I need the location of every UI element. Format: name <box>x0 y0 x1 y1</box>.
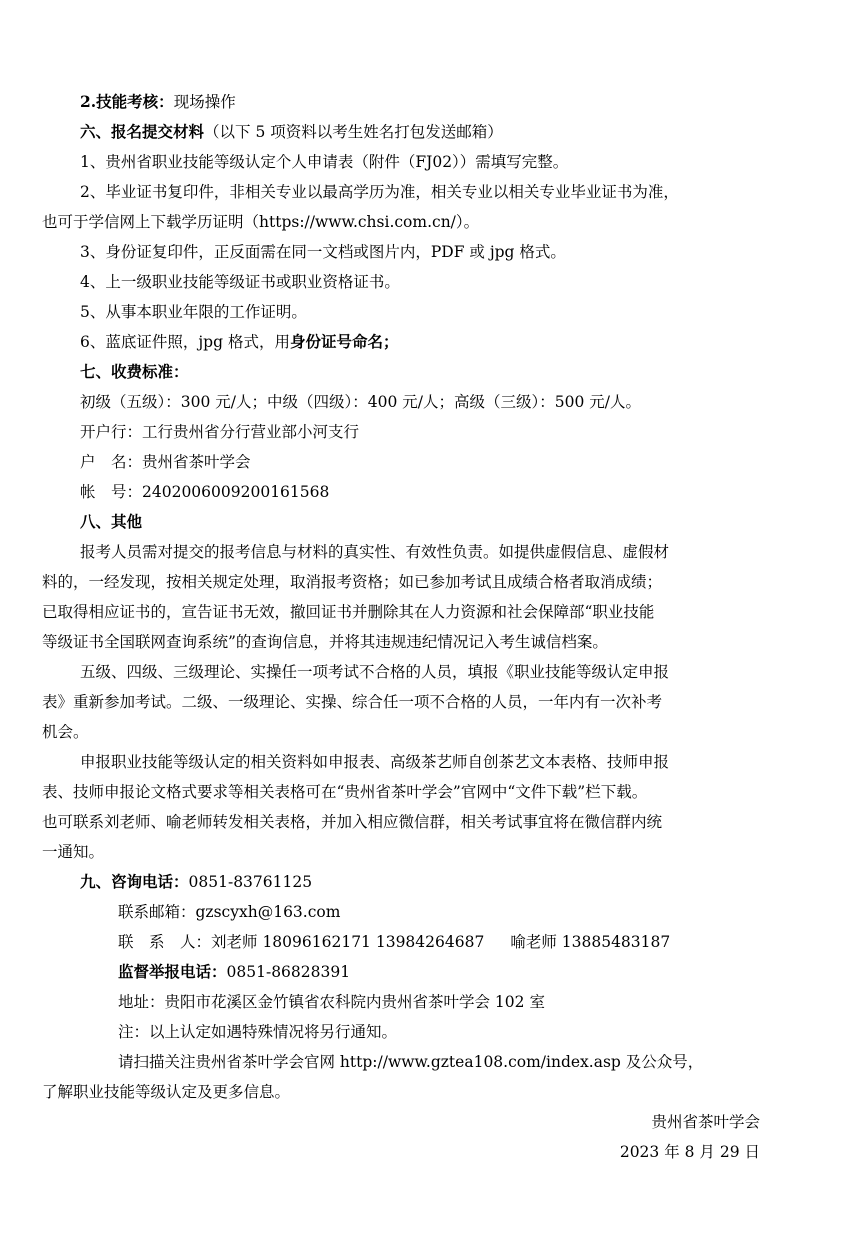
paragraph-line: 料的，一经发现，按相关规定处理，取消报考资格；如已参加考试且成绩合格者取消成绩； <box>42 573 663 591</box>
list-item: 6、蓝底证件照，jpg 格式，用身份证号命名； <box>80 332 399 351</box>
list-item: 3、身份证复印件，正反面需在同一文档或图片内，PDF 或 jpg 格式。 <box>80 243 566 261</box>
paragraph-line: 已取得相应证书的，宣告证书无效，撤回证书并删除其在人力资源和社会保障部“职业技能 <box>42 603 655 621</box>
paragraph-line: 报考人员需对提交的报考信息与材料的真实性、有效性负责。如提供虚假信息、虚假材 <box>80 543 670 561</box>
bank-line: 开户行：工行贵州省分行营业部小河支行 <box>80 423 360 441</box>
paragraph-line: 表》重新参加考试。二级、一级理论、实操、综合任一项不合格的人员，一年内有一次补考 <box>42 693 663 711</box>
list-item: 2、毕业证书复印件，非相关专业以最高学历为准，相关专业以相关专业毕业证书为准， <box>80 183 679 201</box>
list-item: 5、从事本职业年限的工作证明。 <box>80 303 307 321</box>
section-heading: 八、其他 <box>80 512 143 531</box>
note-line: 注：以上认定如遇特殊情况将另行通知。 <box>118 1023 398 1041</box>
supervise-line: 监督举报电话：0851-86828391 <box>118 962 351 981</box>
paragraph-line: 申报职业技能等级认定的相关资料如申报表、高级茶艺师自创茶艺文本表格、技师申报 <box>80 753 670 771</box>
list-item: 4、上一级职业技能等级证书或职业资格证书。 <box>80 273 400 291</box>
follow-line-continuation: 了解职业技能等级认定及更多信息。 <box>42 1083 291 1101</box>
paragraph-line: 表、技师申报论文格式要求等相关表格可在“贵州省茶叶学会”官网中“文件下载”栏下载。 <box>42 783 648 801</box>
section-heading: 七、收费标准： <box>80 362 189 381</box>
materials-heading-line: 六、报名提交材料（以下 5 项资料以考生姓名打包发送邮箱） <box>80 122 503 141</box>
account-name-line: 户 名：贵州省茶叶学会 <box>80 453 251 471</box>
email-line: 联系邮箱：gzscyxh@163.com <box>118 903 341 921</box>
account-number-line: 帐 号：2402006009200161568 <box>80 483 330 501</box>
paragraph-line: 也可联系刘老师、喻老师转发相关表格，并加入相应微信群，相关考试事宜将在微信群内统 <box>42 813 663 831</box>
section-heading: 六、报名提交材料 <box>80 122 205 141</box>
section-heading: 九、咨询电话： <box>80 872 189 891</box>
paragraph-line: 机会。 <box>42 723 89 741</box>
consult-line: 九、咨询电话：0851-83761125 <box>80 872 313 891</box>
signature-org: 贵州省茶叶学会 <box>651 1113 760 1131</box>
signature-date: 2023 年 8 月 29 日 <box>619 1143 760 1161</box>
fee-line: 初级（五级）：300 元/人；中级（四级）：400 元/人；高级（三级）：500 元/人。 <box>80 393 641 411</box>
list-item-continuation: 也可于学信网上下载学历证明（https://www.chsi.com.cn/）。 <box>42 213 480 231</box>
paragraph-line: 等级证书全国联网查询系统”的查询信息，并将其违规违纪情况记入考生诚信档案。 <box>42 633 608 651</box>
address-line: 地址：贵阳市花溪区金竹镇省农科院内贵州省茶叶学会 102 室 <box>118 993 545 1011</box>
follow-line: 请扫描关注贵州省茶叶学会官网 http://www.gztea108.com/index.asp 及公众号， <box>118 1053 704 1071</box>
list-item: 1、贵州省职业技能等级认定个人申请表（附件（FJ02））需填写完整。 <box>80 153 569 171</box>
contact-line: 联 系 人：刘老师 18096162171 13984264687 喻老师 13885483187 <box>118 933 671 951</box>
section-heading: 2.技能考核： <box>80 92 174 111</box>
paragraph-line: 五级、四级、三级理论、实操任一项考试不合格的人员，填报《职业技能等级认定申报 <box>80 663 670 681</box>
skill-assessment-line: 2.技能考核：现场操作 <box>80 92 236 111</box>
paragraph-line: 一通知。 <box>42 843 105 861</box>
